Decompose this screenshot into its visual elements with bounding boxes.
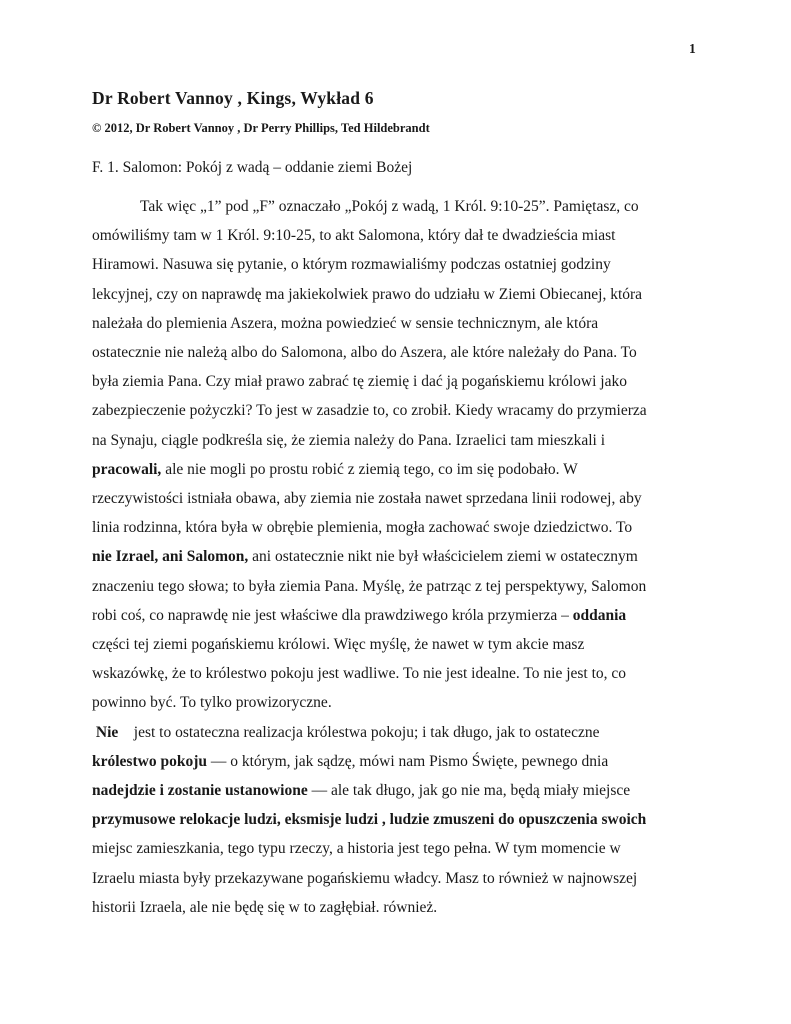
text-line <box>92 893 733 922</box>
text-segment: oddania <box>572 606 627 624</box>
text-segment: miejsc zamieszkania, tego typu rzeczy, a historia jest tego pełna. W tym momencie w <box>92 840 621 858</box>
text-segment: Hiramowi. Nasuwa się pytanie, o którym rozmawialiśmy podczas ostatniej godziny <box>92 256 611 274</box>
text-segment: — o którym, jak sądzę, mówi nam Pismo Święte, pewnego dnia <box>206 752 609 770</box>
text-line <box>92 834 733 863</box>
text-segment: należała do plemienia Aszera, można powiedzieć w sensie technicznym, ale która <box>92 314 599 332</box>
section-heading: F. 1. Salomon: Pokój z wadą – oddanie ziemi Bożej <box>92 159 413 176</box>
document-body <box>92 192 733 922</box>
text-line <box>92 221 733 250</box>
text-line <box>92 601 733 630</box>
text-line <box>92 338 733 367</box>
text-line <box>92 484 733 513</box>
text-line <box>92 367 733 396</box>
text-segment: wskazówkę, że to królestwo pokoju jest wadliwe. To nie jest idealne. To nie jest to, co <box>92 665 627 683</box>
text-segment: królestwo pokoju <box>92 752 207 770</box>
text-segment: omówiliśmy tam w 1 Król. 9:10-25, to akt Salomona, który dał te dwadzieścia miast <box>92 227 616 245</box>
paragraph <box>92 192 733 718</box>
text-segment: robi coś, co naprawdę nie jest właściwe dla prawdziwego króla przymierza – <box>92 606 573 624</box>
text-segment: historii Izraela, ale nie będę się w to zagłębiał. również. <box>92 898 438 916</box>
text-line <box>92 542 733 571</box>
text-segment: Izraelu miasta były przekazywane pogańskiemu władcy. Masz to również w najnowszej <box>92 869 638 887</box>
text-segment: części tej ziemi pogańskiemu królowi. Więc myślę, że nawet w tym akcie masz <box>92 636 585 654</box>
text-line <box>92 864 733 893</box>
text-line <box>92 455 733 484</box>
copyright-line: © 2012, Dr Robert Vannoy , Dr Perry Phillips, Ted Hildebrandt <box>92 121 430 135</box>
text-line <box>92 659 733 688</box>
document-title: Dr Robert Vannoy , Kings, Wykład 6 <box>92 88 374 108</box>
text-segment: lekcyjnej, czy on naprawdę ma jakiekolwiek prawo do udziału w Ziemi Obiecanej, która <box>92 285 643 303</box>
text-segment: jest to ostateczna realizacja królestwa pokoju; i tak długo, jak to ostateczne <box>118 723 600 741</box>
text-line <box>92 396 733 425</box>
text-segment: nie Izrael, ani Salomon, <box>92 548 249 566</box>
text-line <box>92 718 733 747</box>
text-segment: rzeczywistości istniała obawa, aby ziemia nie została nawet sprzedana linii rodowej, aby <box>92 490 642 508</box>
text-segment: znaczeniu tego słowa; to była ziemia Pana. Myślę, że patrząc z tej perspektywy, Salomon <box>92 577 647 595</box>
text-line <box>92 747 733 776</box>
text-line <box>92 250 733 279</box>
text-line <box>92 572 733 601</box>
text-segment: była ziemia Pana. Czy miał prawo zabrać tę ziemię i dać ją pogańskiemu królowi jako <box>92 373 627 391</box>
text-segment: — ale tak długo, jak go nie ma, będą miały miejsce <box>307 782 631 800</box>
text-line <box>92 805 733 834</box>
page-number: 1 <box>689 41 696 56</box>
text-segment: nadejdzie i zostanie ustanowione <box>92 782 308 800</box>
text-line <box>92 192 733 221</box>
text-segment: ostatecznie nie należą albo do Salomona, albo do Aszera, ale które należały do Pana. To <box>92 344 637 362</box>
paragraph <box>92 718 733 922</box>
text-segment: powinno być. To tylko prowizoryczne. <box>92 694 332 712</box>
text-line <box>92 513 733 542</box>
text-segment: ani ostatecznie nikt nie był właścicielem ziemi w ostatecznym <box>248 548 638 566</box>
text-line <box>92 630 733 659</box>
text-segment: pracowali, <box>92 460 162 478</box>
text-line <box>92 280 733 309</box>
text-segment: Nie <box>95 723 119 741</box>
text-segment: ale nie mogli po prostu robić z ziemią tego, co im się podobało. W <box>161 460 578 478</box>
text-segment: Tak więc „1” pod „F” oznaczało „Pokój z wadą, 1 Król. 9:10-25”. Pamiętasz, co <box>140 198 639 215</box>
text-line <box>92 688 733 717</box>
text-segment: na Synaju, ciągle podkreśla się, że ziemia należy do Pana. Izraelici tam mieszkali i <box>92 431 606 449</box>
text-line <box>92 426 733 455</box>
text-segment: linia rodzinna, która była w obrębie plemienia, mogła zachować swoje dziedzictwo. To <box>92 519 633 537</box>
text-line <box>92 309 733 338</box>
text-segment: przymusowe relokacje ludzi, eksmisje ludzi , ludzie zmuszeni do opuszczenia swoich <box>92 811 647 829</box>
text-segment: zabezpieczenie pożyczki? To jest w zasadzie to, co zrobił. Kiedy wracamy do przymierza <box>92 402 647 420</box>
text-line <box>92 776 733 805</box>
